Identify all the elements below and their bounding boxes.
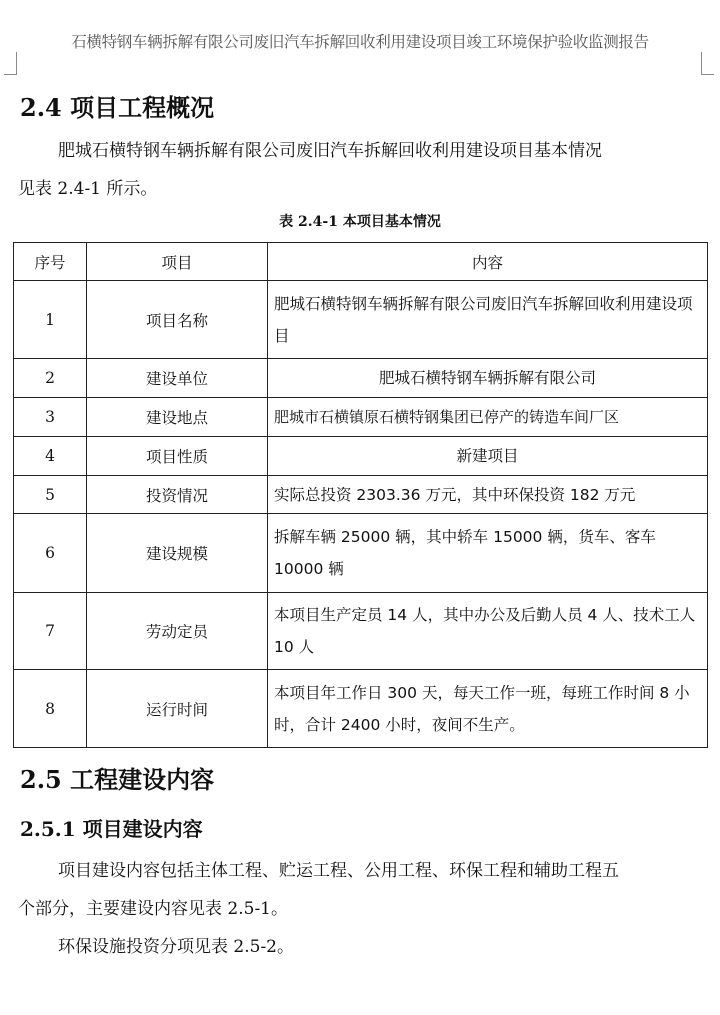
row-num: 8 bbox=[14, 670, 87, 748]
row-item: 投资情况 bbox=[87, 476, 268, 514]
table-row bbox=[14, 514, 708, 593]
row-content: 新建项目 bbox=[268, 437, 708, 476]
section-2-5-1-heading: 2.5.1 项目建设内容 bbox=[20, 817, 203, 841]
row-num: 6 bbox=[14, 514, 87, 593]
para1-line-1: 项目建设内容包括主体工程、贮运工程、公用工程、环保工程和辅助工程五 bbox=[58, 861, 619, 881]
basic-info-table bbox=[13, 242, 708, 748]
row-item: 项目名称 bbox=[87, 281, 268, 359]
row-item: 运行时间 bbox=[87, 670, 268, 748]
row-content: 拆解车辆 25000 辆，其中轿车 15000 辆，货车、客车 10000 辆 bbox=[268, 514, 708, 593]
table-2-4-1-caption: 表 2.4-1 本项目基本情况 bbox=[279, 214, 441, 230]
para1-line-2: 个部分，主要建设内容见表 2.5-1。 bbox=[18, 899, 288, 919]
row-num: 4 bbox=[14, 437, 87, 476]
row-num: 1 bbox=[14, 281, 87, 359]
row-num: 7 bbox=[14, 593, 87, 670]
intro-line-2: 见表 2.4-1 所示。 bbox=[18, 179, 158, 199]
row-item: 项目性质 bbox=[87, 437, 268, 476]
section-2-4-intro bbox=[18, 132, 708, 208]
row-num: 2 bbox=[14, 359, 87, 398]
row-item: 劳动定员 bbox=[87, 593, 268, 670]
row-item: 建设规模 bbox=[87, 514, 268, 593]
table-row bbox=[14, 670, 708, 748]
row-num: 5 bbox=[14, 476, 87, 514]
row-item: 建设地点 bbox=[87, 398, 268, 437]
row-content: 肥城市石横镇原石横特钢集团已停产的铸造车间厂区 bbox=[268, 398, 708, 437]
row-num: 3 bbox=[14, 398, 87, 437]
table-row bbox=[14, 398, 708, 437]
left-margin-mark bbox=[4, 52, 17, 75]
header-content: 内容 bbox=[268, 243, 708, 281]
section-2-5-1-para-2: 环保设施投资分项见表 2.5-2。 bbox=[58, 937, 294, 957]
header-item: 项目 bbox=[87, 243, 268, 281]
running-header: 石横特钢车辆拆解有限公司废旧汽车拆解回收利用建设项目竣工环境保护验收监测报告 bbox=[71, 33, 649, 51]
intro-line-1: 肥城石横特钢车辆拆解有限公司废旧汽车拆解回收利用建设项目基本情况 bbox=[58, 141, 602, 161]
section-2-5-heading: 2.5 工程建设内容 bbox=[20, 765, 215, 794]
table-row bbox=[14, 359, 708, 398]
table-row bbox=[14, 593, 708, 670]
row-content: 肥城石横特钢车辆拆解有限公司 bbox=[268, 359, 708, 398]
row-content: 肥城石横特钢车辆拆解有限公司废旧汽车拆解回收利用建设项目 bbox=[268, 281, 708, 359]
row-content: 实际总投资 2303.36 万元，其中环保投资 182 万元 bbox=[268, 476, 708, 514]
table-header-row bbox=[14, 243, 708, 281]
row-content: 本项目生产定员 14 人，其中办公及后勤人员 4 人、技术工人 10 人 bbox=[268, 593, 708, 670]
row-content: 本项目年工作日 300 天，每天工作一班，每班工作时间 8 小时，合计 2400 小时，夜间不生产。 bbox=[268, 670, 708, 748]
section-2-5-1-para-1 bbox=[18, 852, 708, 928]
row-item: 建设单位 bbox=[87, 359, 268, 398]
header-num: 序号 bbox=[14, 243, 87, 281]
table-row bbox=[14, 281, 708, 359]
section-2-4-heading: 2.4 项目工程概况 bbox=[20, 93, 215, 122]
table-row bbox=[14, 476, 708, 514]
table-row bbox=[14, 437, 708, 476]
right-margin-mark bbox=[701, 52, 714, 75]
